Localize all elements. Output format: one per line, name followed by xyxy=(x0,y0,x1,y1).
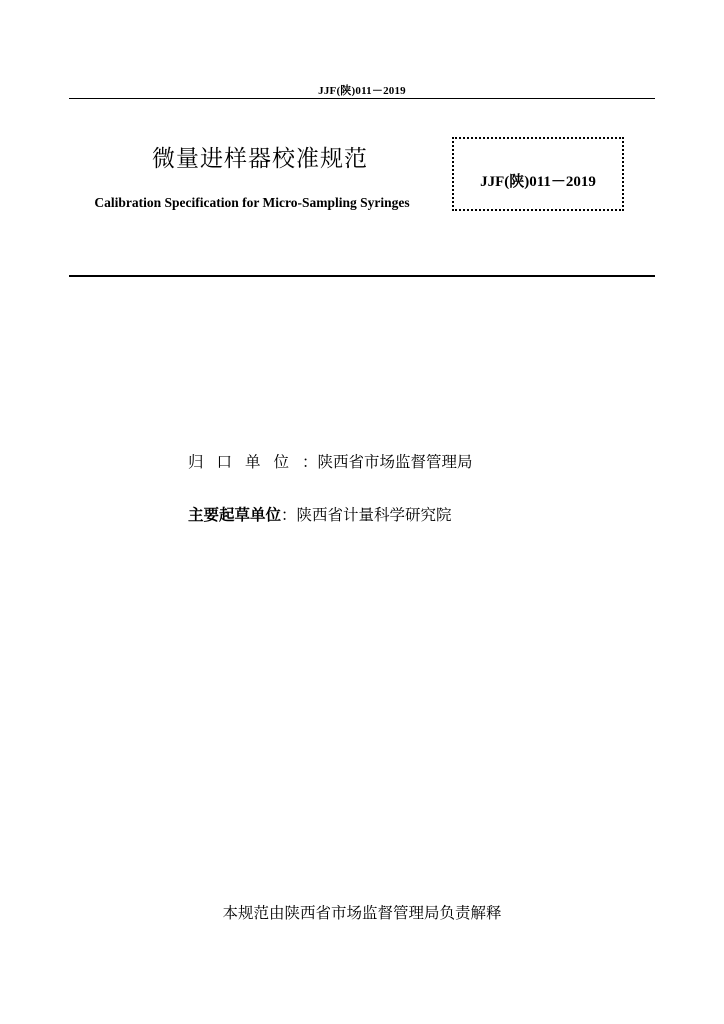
drafting-unit-label: 主要起草单位 xyxy=(188,506,282,524)
interpretation-note: 本规范由陕西省市场监督管理局负责解释 xyxy=(222,904,502,922)
drafting-unit-value: ：陕西省计量科学研究院 xyxy=(281,506,452,524)
title-english: Calibration Specification for Micro-Sampling Syringes xyxy=(94,195,410,210)
title-section-rule xyxy=(69,275,655,277)
drafting-unit-row xyxy=(188,503,452,525)
header-standard-code: JJF(陕)011－2019 xyxy=(318,85,406,97)
responsible-unit-label: 归口单位 xyxy=(188,453,303,471)
standard-code-box-text: JJF(陕)011－2019 xyxy=(480,174,596,190)
title-chinese: 微量进样器校准规范 xyxy=(152,146,368,172)
header-rule xyxy=(69,98,655,99)
responsible-unit-row xyxy=(188,450,473,472)
responsible-unit-value: ：陕西省市场监督管理局 xyxy=(302,453,473,471)
